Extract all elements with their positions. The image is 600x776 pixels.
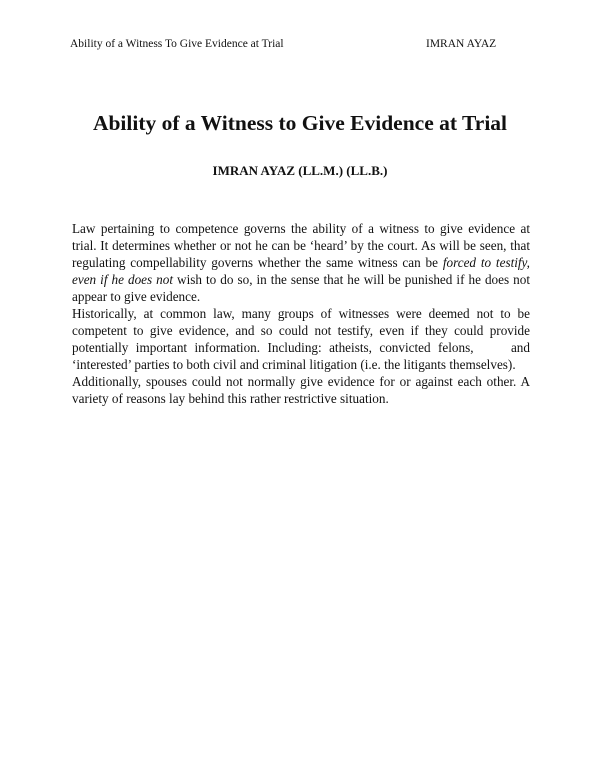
header-title: Ability of a Witness To Give Evidence at Trial xyxy=(70,38,284,50)
paragraph-1-italic: forced to testify, even if he does not xyxy=(72,255,530,287)
document-title: Ability of a Witness to Give Evidence at Trial xyxy=(92,111,508,135)
paragraph-spouses: Additionally, spouses could not normally give evidence for or against each other. A variety of reasons lay behind this rather restrictive situation. xyxy=(72,374,530,406)
paragraph-2-text-b: and ‘interested’ parties to both civil and criminal litigation (i.e. the litigants themselves). xyxy=(72,340,530,372)
header-author: IMRAN AYAZ xyxy=(426,38,497,50)
paragraph-competence xyxy=(72,220,530,305)
paragraph-1-text-a: Law pertaining to competence governs the ability of a witness to give evidence at trial. It determines whether or not he can be ‘heard’ by the court. As will be seen, that regulating compellability governs whether the same witness can be xyxy=(72,221,530,270)
document-body xyxy=(72,220,530,407)
paragraph-2-text-a: Historically, at common law, many groups of witnesses were deemed not to be competent to give evidence, and so could not testify, even if they could provide potentially important information. Including: atheists, convicted felons, xyxy=(72,306,530,355)
paragraph-1-text-b: wish to do so, in the sense that he will be punished if he does not appear to give evidence. xyxy=(72,272,530,304)
paragraph-historical xyxy=(72,305,530,373)
document-author: IMRAN AYAZ (LL.M.) (LL.B.) xyxy=(212,163,388,178)
